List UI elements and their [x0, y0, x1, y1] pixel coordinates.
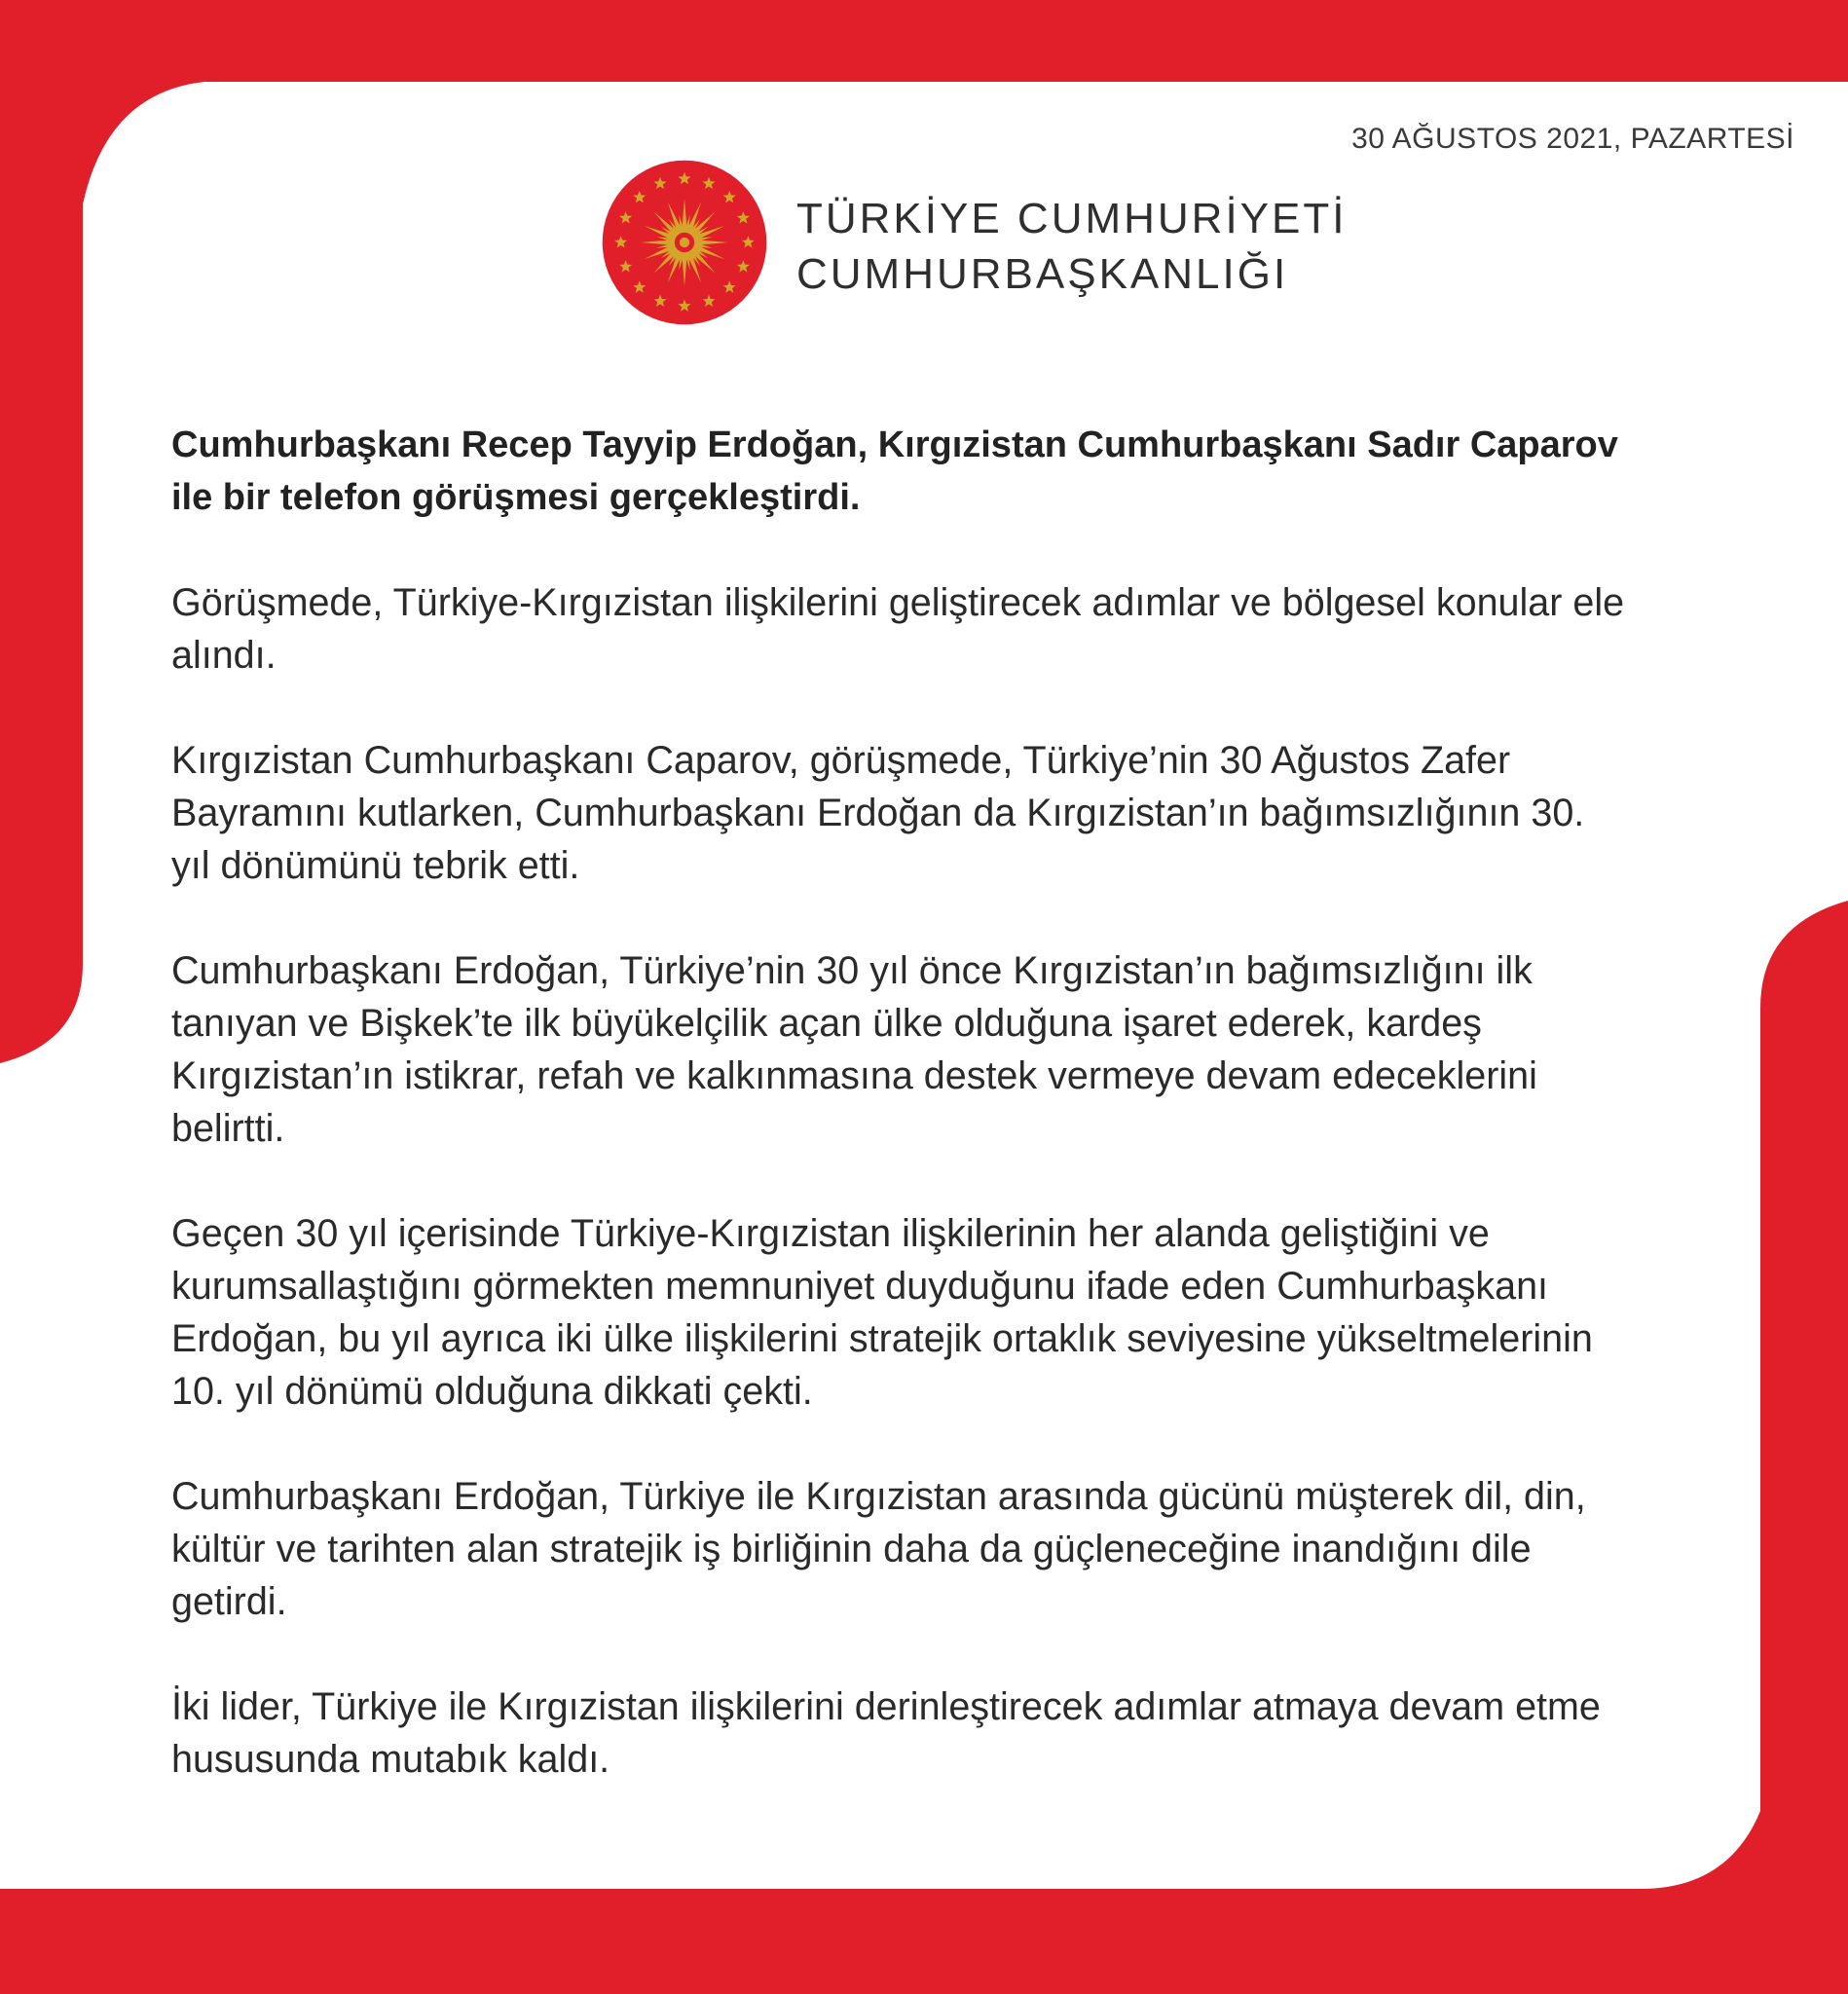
article-paragraph-1: Görüşmede, Türkiye-Kırgızistan ilişkilerini geliştirecek adımlar ve bölgesel konular ele alındı.: [171, 581, 1625, 677]
presidential-seal-icon: [601, 159, 768, 326]
article-paragraph-2: Kırgızistan Cumhurbaşkanı Caparov, görüşmede, Türkiye’nin 30 Ağustos Zafer Bayramını kutlarken, Cumhurbaşkanı Erdoğan da Kırgızistan’ın bağımsızlığının 30. yıl dönümünü tebrik etti.: [171, 739, 1585, 887]
press-release-date: 30 AĞUSTOS 2021, PAZARTESİ: [1351, 123, 1794, 155]
institution-name: [796, 191, 1347, 302]
article-paragraph-5: Cumhurbaşkanı Erdoğan, Türkiye ile Kırgızistan arasında gücünü müşterek dil, din, kültür ve tarihten alan stratejik iş birliğinin daha da güçleneceğine inandığını dile getirdi.: [171, 1475, 1586, 1623]
institution-line-1: TÜRKİYE CUMHURİYETİ: [796, 195, 1348, 242]
article-paragraph-4: Geçen 30 yıl içerisinde Türkiye-Kırgızistan ilişkilerinin her alanda geliştiğini ve kurumsallaştığını görmekten memnuniyet duyduğunu ifade eden Cumhurbaşkanı Erdoğan, bu yıl ayrıca iki ülke ilişkilerini stratejik ortaklık seviyesine yükseltmelerinin 10. yıl dönümü olduğuna dikkati çekti.: [171, 1212, 1593, 1413]
article-headline: Cumhurbaşkanı Recep Tayyip Erdoğan, Kırgızistan Cumhurbaşkanı Sadır Caparov ile bir telefon görüşmesi gerçekleştirdi.: [171, 425, 1618, 518]
article-paragraph-6: İki lider, Türkiye ile Kırgızistan ilişkilerini derinleştirecek adımlar atmaya devam etme hususunda mutabık kaldı.: [171, 1685, 1601, 1781]
article-paragraph-3: Cumhurbaşkanı Erdoğan, Türkiye’nin 30 yıl önce Kırgızistan’ın bağımsızlığını ilk tanıyan ve Bişkek’te ilk büyükelçilik açan ülke olduğuna işaret ederek, kardeş Kırgızistan’ın istikrar, refah ve kalkınmasına destek vermeye devam edeceklerini belirtti.: [171, 949, 1537, 1150]
article-body: [171, 419, 1632, 1838]
institution-line-2: CUMHURBAŞKANLIĞI: [796, 250, 1289, 298]
